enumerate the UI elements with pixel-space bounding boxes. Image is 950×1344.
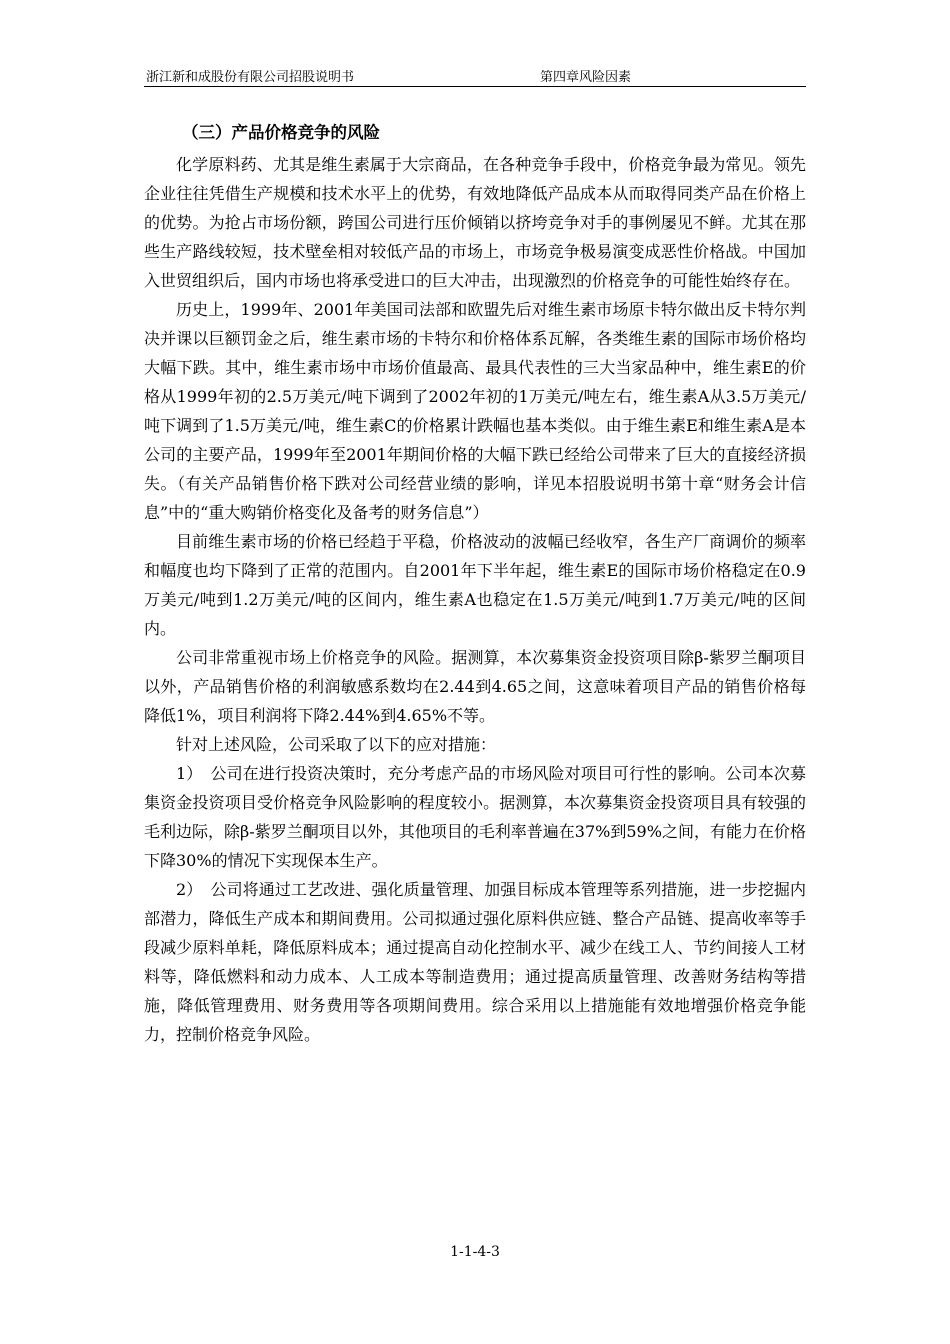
page-header — [144, 64, 806, 87]
paragraph-sensitivity: 公司非常重视市场上价格竞争的风险。据测算，本次募集资金投资项目除β-紫罗兰酮项目以外，产品销售价格的利润敏感系数均在2.44到4.65之间，这意味着项目产品的销售价格每降低1%，项目利润将下降2.44%到4.65%不等。 — [144, 648, 806, 725]
header-company-name: 浙江新和成股份有限公司招股说明书 — [146, 70, 355, 85]
page-number: 1-1-4-3 — [450, 1244, 500, 1260]
paragraph-measures-intro: 针对上述风险，公司采取了以下的应对措施： — [176, 735, 497, 754]
paragraph-price-competition: 化学原料药、尤其是维生素属于大宗商品，在各种竞争手段中，价格竞争最为常见。领先企业往往凭借生产规模和技术水平上的优势，有效地降低产品成本从而取得同类产品在价格上的优势。为抢占市场份额，跨国公司进行压价倾销以挤垮竞争对手的事例屡见不鲜。尤其在那些生产路线较短，技术壁垒相对较低产品的市场上，市场竞争极易演变成恶性价格战。中国加入世贸组织后，国内市场也将承受进口的巨大冲击，出现激烈的价格竞争的可能性始终存在。 — [144, 155, 806, 290]
section-title: （三）产品价格竞争的风险 — [182, 123, 380, 142]
paragraph-measure-1: 1） 公司在进行投资决策时，充分考虑产品的市场风险对项目可行性的影响。公司本次募集资金投资项目受价格竞争风险影响的程度较小。据测算，本次募集资金投资项目具有较强的毛利边际，除β-紫罗兰酮项目以外，其他项目的毛利率普遍在37%到59%之间，有能力在价格下降30%的情况下实现保本生产。 — [144, 764, 806, 870]
paragraph-current-market: 目前维生素市场的价格已经趋于平稳，价格波动的波幅已经收窄，各生产厂商调价的频率和幅度也均下降到了正常的范围内。自2001年下半年起，维生素E的国际市场价格稳定在0.9万美元/吨到1.2万美元/吨的区间内，维生素A也稳定在1.5万美元/吨到1.7万美元/吨的区间内。 — [144, 532, 806, 638]
document-body — [144, 116, 806, 1049]
paragraph-history: 历史上，1999年、2001年美国司法部和欧盟先后对维生素市场原卡特尔做出反卡特尔判决并课以巨额罚金之后，维生素市场的卡特尔和价格体系瓦解，各类维生素的国际市场价格均大幅下跌。其中，维生素市场中市场价值最高、最具代表性的三大当家品种中，维生素E的价格从1999年初的2.5万美元/吨下调到了2002年初的1万美元/吨左右，维生素A从3.5万美元/吨下调到了1.5万美元/吨，维生素C的价格累计跌幅也基本类似。由于维生素E和维生素A是本公司的主要产品，1999年至2001年期间价格的大幅下跌已经给公司带来了巨大的直接经济损失。（有关产品销售价格下跌对公司经营业绩的影响，详见本招股说明书第十章“财务会计信息”中的“重大购销价格变化及备考的财务信息”） — [144, 300, 806, 522]
paragraph-measure-2: 2） 公司将通过工艺改进、强化质量管理、加强目标成本管理等系列措施，进一步挖掘内部潜力，降低生产成本和期间费用。公司拟通过强化原料供应链、整合产品链、提高收率等手段减少原料单耗，降低原料成本；通过提高自动化控制水平、减少在线工人、节约间接人工材料等，降低燃料和动力成本、人工成本等制造费用；通过提高质量管理、改善财务结构等措施，降低管理费用、财务费用等各项期间费用。综合采用以上措施能有效地增强价格竞争能力，控制价格竞争风险。 — [144, 880, 806, 1044]
header-chapter-title: 第四章风险因素 — [540, 70, 632, 85]
